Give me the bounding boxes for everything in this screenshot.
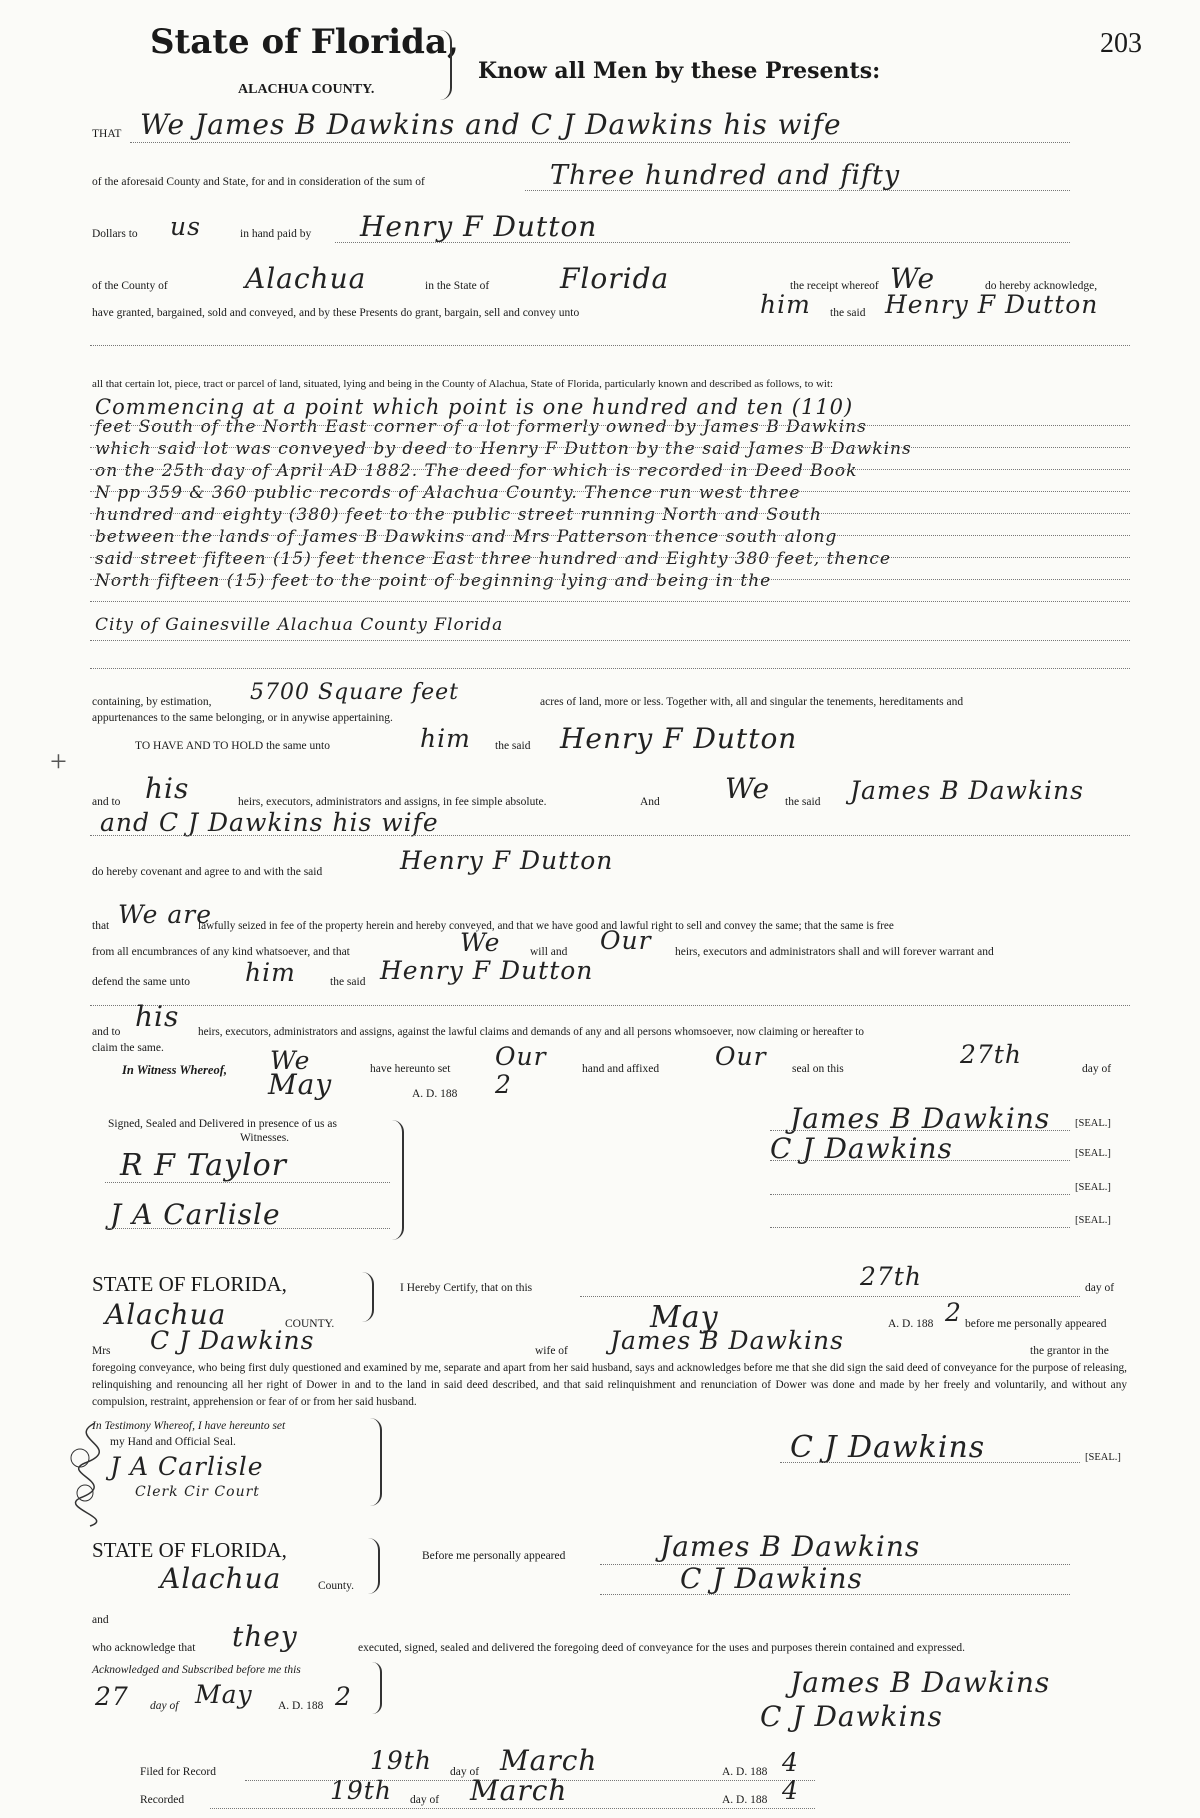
seal-label: [SEAL.] bbox=[1075, 1148, 1111, 1159]
witnesses-label: Witnesses. bbox=[240, 1132, 290, 1144]
cert1-testimony-brace bbox=[370, 1418, 382, 1506]
witness-rule bbox=[105, 1228, 390, 1229]
cert2-and-label: and bbox=[92, 1614, 109, 1626]
witness1-signature: R F Taylor bbox=[120, 1148, 287, 1183]
witness-label: In Witness Whereof, bbox=[122, 1063, 228, 1077]
consideration-text: of the aforesaid County and State, for and in consideration of the sum of bbox=[92, 176, 425, 188]
claim-same: claim the same. bbox=[92, 1042, 164, 1054]
cert2-sig2: C J Dawkins bbox=[760, 1700, 943, 1733]
we-2: We bbox=[460, 928, 501, 957]
that-rule bbox=[130, 142, 1070, 143]
cert1-signature: C J Dawkins bbox=[790, 1430, 986, 1465]
consideration-amount: Three hundred and fifty bbox=[550, 160, 901, 191]
desc-rule bbox=[90, 579, 1130, 580]
grantor-signature-1: James B Dawkins bbox=[790, 1102, 1051, 1135]
and-label: And bbox=[640, 796, 660, 808]
description-line: City of Gainesville Alachua County Florida bbox=[95, 615, 504, 635]
seal-on-this: seal on this bbox=[792, 1063, 844, 1075]
in-state-label: in the State of bbox=[425, 280, 490, 292]
description-line: hundred and eighty (380) feet to the public street running North and South bbox=[95, 505, 822, 525]
seal-label: [SEAL.] bbox=[1075, 1118, 1111, 1129]
filed-label: Filed for Record bbox=[140, 1766, 217, 1778]
filed-month: March bbox=[500, 1744, 598, 1777]
cert2-subscribed-text: Acknowledged and Subscribed before me this bbox=[92, 1664, 301, 1676]
recorded-day-of: day of bbox=[410, 1794, 440, 1806]
the-said-label-3: the said bbox=[785, 796, 821, 808]
state-title: State of Florida, bbox=[150, 22, 459, 62]
cert1-mrs-label: Mrs bbox=[92, 1345, 111, 1357]
description-line: feet South of the North East corner of a lot formerly owned by James B Dawkins bbox=[95, 417, 867, 437]
margin-cross: + bbox=[50, 745, 67, 778]
containing-value: 5700 Square feet bbox=[250, 680, 459, 705]
cert2-rule bbox=[600, 1564, 1070, 1565]
and-to-value: his bbox=[145, 772, 190, 805]
grantee-again: Henry F Dutton bbox=[885, 290, 1099, 319]
blank-rule-2 bbox=[90, 835, 1130, 836]
the-said-label-2: the said bbox=[495, 740, 531, 752]
that-label: THAT bbox=[92, 128, 122, 140]
sig-rule bbox=[770, 1227, 1070, 1228]
description-line: on the 25th day of April AD 1882. The deed for which is recorded in Deed Book bbox=[95, 461, 858, 481]
cert2-acknowledge-text: who acknowledge that bbox=[92, 1642, 196, 1654]
heirs-text-2: heirs, executors and administrators shall and will forever warrant and bbox=[675, 946, 994, 958]
cert2-before-text: Before me personally appeared bbox=[422, 1550, 566, 1562]
description-line: said street fifteen (15) feet thence East three hundred and Eighty 380 feet, thence bbox=[95, 549, 891, 569]
cert1-body-text: foregoing conveyance, who being first duly questioned and examined by me, separate and apart from her said husband, says and acknowledges before me that she did sign the said deed of conveyance for the purpose of releasing, relinquishing and renouncing all her right of Dower in and to the land in said deed described, and that said relinquishment and renunciation of Dower was done and made by her freely and voluntarily, and without any compulsion, restraint, apprehension or fear of or from her said husband. bbox=[92, 1362, 1127, 1408]
know-all-heading: Know all Men by these Presents: bbox=[478, 58, 881, 84]
cert1-state: STATE OF FLORIDA, bbox=[92, 1272, 287, 1296]
our-seal: Our bbox=[715, 1042, 767, 1071]
cert1-husband-value: James B Dawkins bbox=[610, 1326, 844, 1355]
state-value: Florida bbox=[560, 262, 670, 295]
filed-day: 19th bbox=[370, 1746, 432, 1775]
blank-rule-3 bbox=[90, 1005, 1130, 1006]
cert2-ad-label: A. D. 188 bbox=[278, 1700, 324, 1712]
grantors-line2: and C J Dawkins his wife bbox=[100, 808, 439, 837]
desc-rule bbox=[90, 469, 1130, 470]
desc-rule bbox=[90, 601, 1130, 602]
cert1-day-value: 27th bbox=[860, 1262, 922, 1291]
defend-value: him bbox=[245, 958, 296, 987]
description-line: which said lot was conveyed by deed to Henry F Dutton by the said James B Dawkins bbox=[95, 439, 912, 459]
cert2-county-value: Alachua bbox=[160, 1562, 282, 1595]
description-line: North fifteen (15) feet to the point of beginning lying and being in the bbox=[95, 571, 772, 591]
cert1-year-digit: 2 bbox=[945, 1298, 962, 1327]
ad-label: A. D. 188 bbox=[412, 1088, 458, 1100]
cert2-county-label: County. bbox=[318, 1580, 354, 1592]
hereunto-set: have hereunto set bbox=[370, 1063, 451, 1075]
witness2-signature: J A Carlisle bbox=[110, 1198, 281, 1231]
unto-value: him bbox=[760, 290, 811, 319]
description-line: N pp 359 & 360 public records of Alachua County. Thence run west three bbox=[95, 483, 801, 503]
seal-label: [SEAL.] bbox=[1075, 1182, 1111, 1193]
day-value: 27th bbox=[960, 1040, 1022, 1069]
all-that-text: all that certain lot, piece, tract or parcel of land, situated, lying and being in the County of Alachua, State of Florida, particularly known and described as follows, to wit: bbox=[92, 378, 834, 390]
cert2-person2: C J Dawkins bbox=[680, 1562, 863, 1595]
recorded-day: 19th bbox=[330, 1776, 392, 1805]
defend-text: defend the same unto bbox=[92, 976, 191, 988]
cert1-certify-text: I Hereby Certify, that on this bbox=[400, 1282, 533, 1294]
cert1-day-of: day of bbox=[1085, 1282, 1115, 1294]
grantors-line1: James B Dawkins bbox=[850, 776, 1084, 805]
the-said-label-4: the said bbox=[330, 976, 366, 988]
to-have-text: TO HAVE AND TO HOLD the same unto bbox=[135, 740, 330, 752]
our: Our bbox=[600, 926, 652, 955]
cert2-day-of: day of bbox=[150, 1700, 179, 1712]
desc-rule bbox=[90, 513, 1130, 514]
paid-by-label: in hand paid by bbox=[240, 228, 312, 240]
sig-rule bbox=[770, 1194, 1070, 1195]
desc-rule bbox=[90, 557, 1130, 558]
day-of: day of bbox=[1082, 1063, 1112, 1075]
cert2-sig1: James B Dawkins bbox=[790, 1666, 1051, 1699]
cert1-month-value: May bbox=[650, 1300, 719, 1335]
grantee-name: Henry F Dutton bbox=[360, 210, 598, 243]
desc-rule bbox=[90, 535, 1130, 536]
covenant-grantee: Henry F Dutton bbox=[400, 846, 614, 875]
filed-ad: A. D. 188 bbox=[722, 1766, 768, 1778]
cert2-they-value: they bbox=[232, 1620, 298, 1653]
header-brace bbox=[440, 30, 452, 100]
page-number: 203 bbox=[1100, 28, 1142, 59]
dollars-to-value: us bbox=[170, 212, 201, 241]
description-line: between the lands of James B Dawkins and Mrs Patterson thence south along bbox=[95, 527, 838, 547]
we-are: We are bbox=[118, 900, 213, 929]
desc-rule bbox=[90, 447, 1130, 448]
recorded-label: Recorded bbox=[140, 1794, 185, 1806]
month-value: May bbox=[268, 1068, 333, 1101]
claims-text: heirs, executors, administrators and assigns, against the lawful claims and demands of any and all persons whomsoever, now claiming or hereafter to bbox=[198, 1026, 864, 1038]
the-said-label: the said bbox=[830, 307, 866, 319]
cert1-ad-label: A. D. 188 bbox=[888, 1318, 934, 1330]
cert1-county-label: COUNTY. bbox=[285, 1318, 335, 1330]
heirs-text: heirs, executors, administrators and assigns, in fee simple absolute. bbox=[238, 796, 547, 808]
description-line: Commencing at a point which point is one hundred and ten (110) bbox=[95, 395, 854, 419]
appurtenances-text: appurtenances to the same belonging, or in anywise appertaining. bbox=[92, 712, 393, 724]
cert1-grantor-text: the grantor in the bbox=[1030, 1345, 1109, 1357]
desc-rule bbox=[90, 668, 1130, 669]
encumbrances-text: from all encumbrances of any kind whatsoever, and that bbox=[92, 946, 350, 958]
cert2-executed-text: executed, signed, sealed and delivered the foregoing deed of conveyance for the uses and purposes therein contained and expressed. bbox=[358, 1642, 966, 1654]
county-heading: ALACHUA COUNTY. bbox=[238, 82, 375, 97]
cert1-rule bbox=[580, 1296, 1080, 1297]
will-and: will and bbox=[530, 946, 568, 958]
cert2-year-digit: 2 bbox=[335, 1682, 352, 1711]
cert2-person1: James B Dawkins bbox=[660, 1530, 921, 1563]
cert2-rule bbox=[600, 1594, 1070, 1595]
year-digit: 2 bbox=[495, 1070, 512, 1099]
witness-brace bbox=[390, 1120, 404, 1240]
receipt-label: the receipt whereof bbox=[790, 280, 879, 292]
desc-rule bbox=[90, 491, 1130, 492]
recorded-year-digit: 4 bbox=[782, 1776, 799, 1805]
our-hand: Our bbox=[495, 1042, 547, 1071]
acknowledge-label: do hereby acknowledge, bbox=[985, 280, 1098, 292]
cert1-testimony-text: In Testimony Whereof, I have hereunto set bbox=[92, 1420, 286, 1432]
filed-day-of: day of bbox=[450, 1766, 480, 1778]
cert2-subscribed-brace bbox=[372, 1662, 382, 1714]
cert1-county-value: Alachua bbox=[105, 1298, 227, 1331]
cert2-state: STATE OF FLORIDA, bbox=[92, 1538, 287, 1562]
seized-text: lawfully seized in fee of the property herein and hereby conveyed, and that we have good and lawful right to sell and convey the same; that the same is free bbox=[198, 920, 894, 932]
cert2-month-value: May bbox=[195, 1680, 253, 1709]
grantors-handwritten: We James B Dawkins and C J Dawkins his wife bbox=[140, 108, 842, 141]
desc-rule bbox=[90, 425, 1130, 426]
sig-rule bbox=[770, 1160, 1070, 1161]
seal-label: [SEAL.] bbox=[1075, 1215, 1111, 1226]
sig-rule bbox=[770, 1130, 1070, 1131]
seal-flourish-icon bbox=[55, 1418, 135, 1528]
of-county-label: of the County of bbox=[92, 280, 168, 292]
grantor-signature-2: C J Dawkins bbox=[770, 1132, 953, 1165]
witness-we: We bbox=[270, 1046, 311, 1075]
and-to-value-2: his bbox=[135, 1000, 180, 1033]
cert1-clerk-name: J A Carlisle bbox=[110, 1452, 264, 1481]
acres-text: acres of land, more or less. Together with, all and singular the tenements, hereditaments and bbox=[540, 696, 964, 708]
containing-label: containing, by estimation, bbox=[92, 696, 212, 708]
receipt-value: We bbox=[890, 262, 936, 295]
we-value: We bbox=[725, 772, 771, 805]
cert1-sig-rule bbox=[780, 1462, 1080, 1463]
recorded-month: March bbox=[470, 1774, 568, 1807]
cert1-seal-label: [SEAL.] bbox=[1085, 1452, 1121, 1463]
cert1-clerk-title: Clerk Cir Court bbox=[135, 1484, 260, 1500]
witness-rule bbox=[105, 1182, 390, 1183]
hand-affixed: hand and affixed bbox=[582, 1063, 660, 1075]
cert1-brace bbox=[362, 1272, 374, 1322]
to-have-value: him bbox=[420, 724, 471, 753]
signed-text: Signed, Sealed and Delivered in presence of us as bbox=[108, 1118, 337, 1130]
cert2-brace bbox=[368, 1538, 380, 1594]
county-value: Alachua bbox=[245, 262, 367, 295]
covenant-text: do hereby covenant and agree to and with the said bbox=[92, 866, 323, 878]
filed-year-digit: 4 bbox=[782, 1748, 799, 1777]
cert1-wife-of: wife of bbox=[535, 1345, 568, 1357]
recorded-ad: A. D. 188 bbox=[722, 1794, 768, 1806]
blank-rule-1 bbox=[90, 345, 1130, 346]
granted-text: have granted, bargained, sold and conveyed, and by these Presents do grant, bargain, sell and convey unto bbox=[92, 307, 580, 319]
defend-grantee: Henry F Dutton bbox=[380, 956, 594, 985]
and-to-label-2: and to bbox=[92, 1026, 121, 1038]
recorded-rule bbox=[210, 1808, 815, 1809]
that-label-2: that bbox=[92, 920, 110, 932]
cert1-before-text: before me personally appeared bbox=[965, 1318, 1107, 1330]
to-have-grantee: Henry F Dutton bbox=[560, 722, 798, 755]
dollars-to-label: Dollars to bbox=[92, 228, 138, 240]
cert1-mrs-value: C J Dawkins bbox=[150, 1326, 315, 1355]
cert2-day-value: 27 bbox=[95, 1682, 129, 1711]
and-to-label: and to bbox=[92, 796, 121, 808]
desc-rule bbox=[90, 640, 1130, 641]
cert1-hand-seal: my Hand and Official Seal. bbox=[110, 1436, 236, 1448]
